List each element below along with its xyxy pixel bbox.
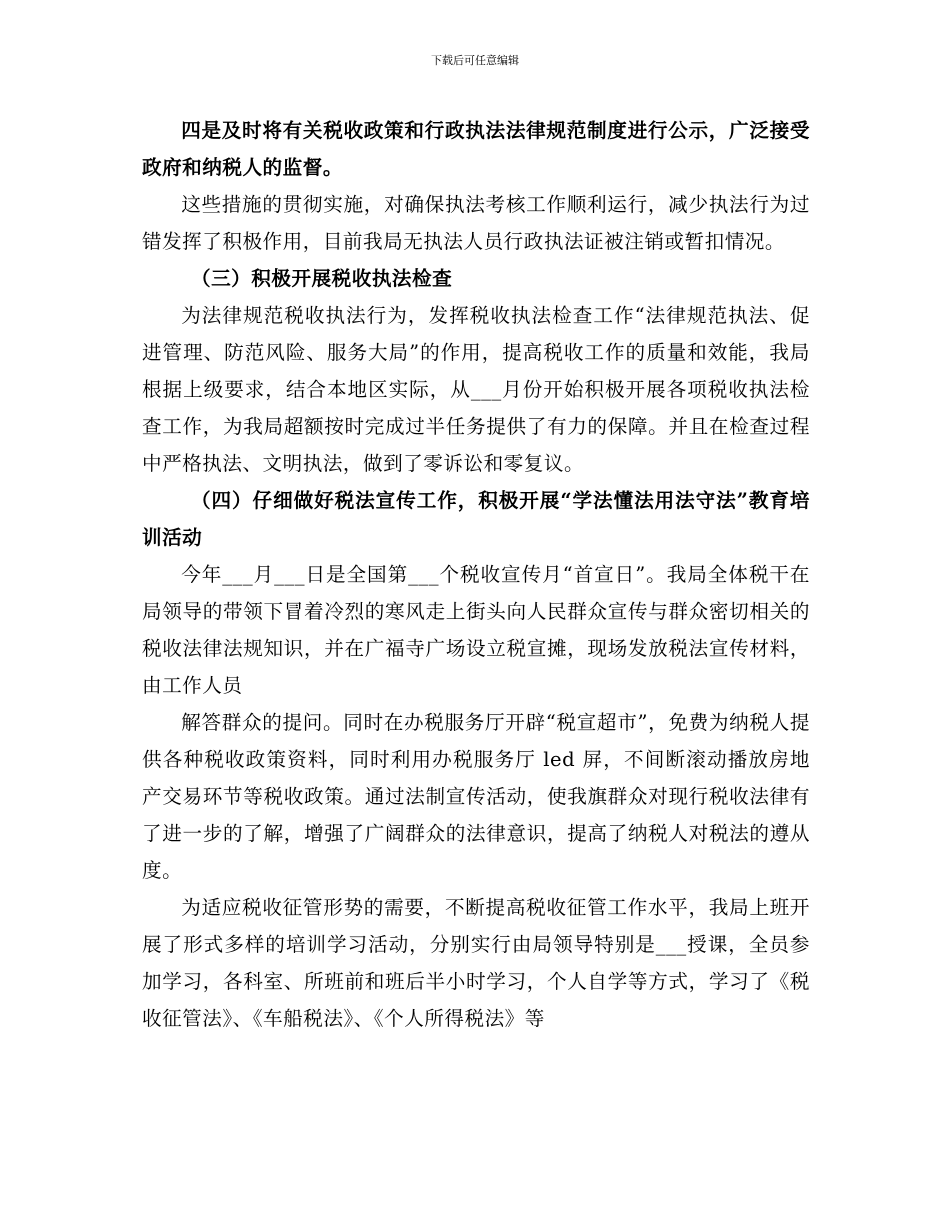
paragraph-inspection: 为法律规范税收执法行为，发挥税收执法检查工作“法律规范执法、促进管理、防范风险、服务大局”的作用，提高税收工作的质量和效能，我局根据上级要求，结合本地区实际，从___月份开始积极开展各项税收执法检查工作，为我局超额按时完成过半任务提供了有力的保障。并且在检查过程中严格执法、文明执法，做到了零诉讼和零复议。 [142, 304, 810, 475]
paragraph-public-notice: 四是及时将有关税收政策和行政执法法律规范制度进行公示，广泛接受政府和纳税人的监督。 [142, 119, 810, 179]
section-heading-4: （四）仔细做好税法宣传工作，积极开展“学法懂法用法守法”教育培训活动 [142, 489, 810, 549]
paragraph-measures: 这些措施的贯彻实施，对确保执法考核工作顺利运行，减少执法行为过错发挥了积极作用，目前我局无执法人员行政执法证被注销或暂扣情况。 [142, 193, 810, 253]
section-heading-3: （三）积极开展税收执法检查 [191, 267, 453, 290]
document-body [142, 112, 810, 1037]
paragraph-tax-supermarket: 解答群众的提问。同时在办税服务厅开辟“税宣超市”，免费为纳税人提供各种税收政策资料，同时利用办税服务厅 led 屏，不间断滚动播放房地产交易环节等税收政策。通过法制宣传活动，使我旗群众对现行税收法律有了进一步的了解，增强了广阔群众的法律意识，提高了纳税人对税法的遵从度。 [142, 711, 810, 882]
paragraph-training: 为适应税收征管形势的需要，不断提高税收征管工作水平，我局上班开展了形式多样的培训学习活动，分别实行由局领导特别是___授课，全员参加学习，各科室、所班前和班后半小时学习，个人自学等方式，学习了《税收征管法》、《车船税法》、《个人所得税法》等 [142, 896, 810, 1030]
paragraph-tax-month: 今年___月___日是全国第___个税收宣传月“首宣日”。我局全体税干在局领导的带领下冒着冷烈的寒风走上街头向人民群众宣传与群众密切相关的税收法律法规知识，并在广福寺广场设立税宣摊，现场发放税法宣传材料，由工作人员 [142, 563, 810, 697]
page-header: 下载后可任意编辑 [431, 54, 519, 67]
